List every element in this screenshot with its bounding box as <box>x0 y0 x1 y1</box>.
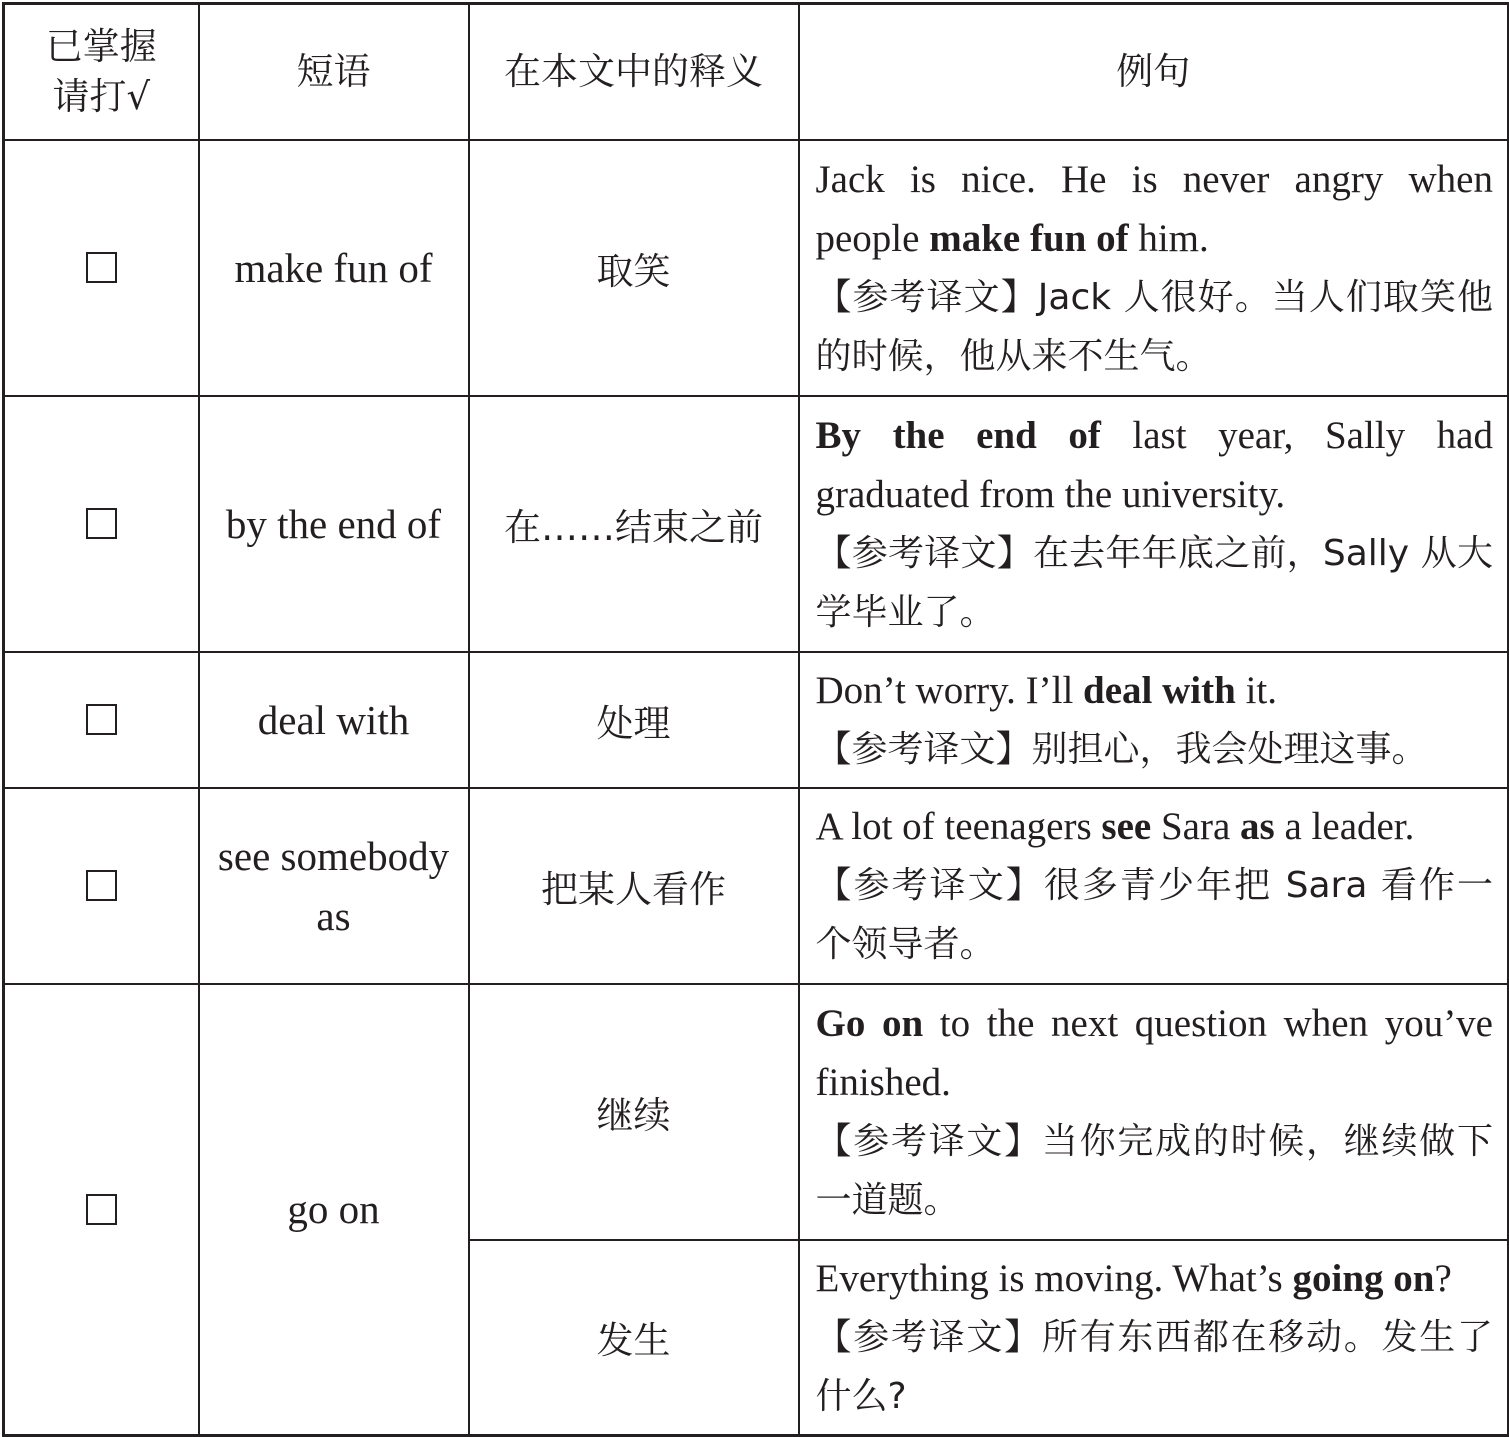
translation-text: 很多青少年把 Sara 看作一个领导者。 <box>815 865 1493 965</box>
example-text: Sara <box>1151 805 1241 848</box>
mastery-checkbox[interactable] <box>86 1194 117 1225</box>
example-translation <box>816 268 1494 386</box>
translation-text: 所有东西都在移动。发生了什么? <box>815 1316 1493 1417</box>
example-key-phrase: Go on <box>815 1001 924 1045</box>
meaning-cell: 处理 <box>469 652 799 788</box>
translation-text: Jack 人很好。当人们取笑他的时候，他从来不生气。 <box>815 276 1493 377</box>
example-cell <box>799 788 1509 984</box>
example-text: Jack is nice. He is never angry when people <box>815 157 1493 260</box>
translation-text: 别担心，我会处理这事。 <box>1031 728 1428 770</box>
translation-text: 当你完成的时候，继续做下一道题。 <box>815 1120 1493 1221</box>
table-row <box>4 788 1509 984</box>
header-row <box>4 4 1509 140</box>
table-row <box>4 396 1509 652</box>
phrase-cell: make fun of <box>199 140 469 396</box>
meaning-cell: 取笑 <box>469 140 799 396</box>
header-example: 例句 <box>799 4 1509 140</box>
header-meaning: 在本文中的释义 <box>469 4 799 140</box>
meaning-cell: 在……结束之前 <box>469 396 799 652</box>
example-cell <box>799 652 1509 788</box>
example-en <box>816 406 1494 524</box>
phrase-table <box>2 2 1509 1437</box>
header-phrase: 短语 <box>199 4 469 140</box>
example-cell <box>799 396 1509 652</box>
meaning-cell: 继续 <box>469 984 799 1240</box>
table-row <box>4 984 1509 1240</box>
example-text: Everything is moving. What’s <box>815 1256 1293 1300</box>
translation-label: 【参考译文】 <box>815 276 1038 318</box>
example-cell <box>799 140 1509 396</box>
example-translation <box>816 720 1494 779</box>
example-translation <box>816 856 1494 974</box>
example-text: a leader. <box>1274 805 1415 848</box>
example-key-phrase: see <box>1101 805 1152 848</box>
example-translation <box>816 524 1494 642</box>
header-check-line2: 请打√ <box>52 74 151 118</box>
mastery-checkbox[interactable] <box>86 508 117 539</box>
table-row <box>4 652 1509 788</box>
translation-label: 【参考译文】 <box>815 728 1032 770</box>
check-cell <box>4 140 199 396</box>
example-key-phrase: make fun of <box>929 216 1129 260</box>
translation-label: 【参考译文】 <box>815 1120 1042 1162</box>
example-text: last year, Sally had graduated from the university. <box>815 413 1493 516</box>
mastery-checkbox[interactable] <box>86 704 117 735</box>
check-cell <box>4 984 199 1436</box>
translation-text: 在去年年底之前，Sally 从大学毕业了。 <box>815 532 1493 633</box>
translation-label: 【参考译文】 <box>815 1316 1042 1358</box>
mastery-checkbox[interactable] <box>86 252 117 283</box>
example-text: to the next question when you’ve finished. <box>815 1001 1493 1104</box>
check-cell <box>4 788 199 984</box>
example-translation <box>816 1308 1494 1426</box>
translation-label: 【参考译文】 <box>815 865 1044 906</box>
check-cell <box>4 652 199 788</box>
meaning-cell: 把某人看作 <box>469 788 799 984</box>
header-check-line1: 已掌握 <box>45 24 157 68</box>
example-text: Don’t worry. I’ll <box>815 668 1084 712</box>
example-key-phrase: as <box>1240 805 1275 848</box>
phrase-cell: see somebody as <box>199 788 469 984</box>
example-en <box>816 797 1494 856</box>
example-text: him. <box>1128 216 1209 260</box>
translation-label: 【参考译文】 <box>815 532 1033 574</box>
example-text: A lot of teenagers <box>815 805 1102 848</box>
example-key-phrase: deal with <box>1083 668 1236 712</box>
example-translation <box>816 1112 1494 1230</box>
example-key-phrase: By the end of <box>815 413 1101 457</box>
mastery-checkbox[interactable] <box>86 870 117 901</box>
phrase-cell: deal with <box>199 652 469 788</box>
example-en <box>816 661 1494 720</box>
table-row <box>4 140 1509 396</box>
example-key-phrase: going on <box>1292 1256 1435 1300</box>
header-check <box>4 4 199 140</box>
example-text: it. <box>1235 668 1277 712</box>
phrase-cell: by the end of <box>199 396 469 652</box>
example-cell <box>799 984 1509 1240</box>
example-en <box>816 994 1494 1112</box>
example-en <box>816 150 1494 268</box>
example-cell <box>799 1240 1509 1436</box>
phrase-cell: go on <box>199 984 469 1436</box>
check-cell <box>4 396 199 652</box>
meaning-cell: 发生 <box>469 1240 799 1436</box>
example-text: ? <box>1434 1256 1452 1300</box>
example-en <box>816 1249 1494 1308</box>
